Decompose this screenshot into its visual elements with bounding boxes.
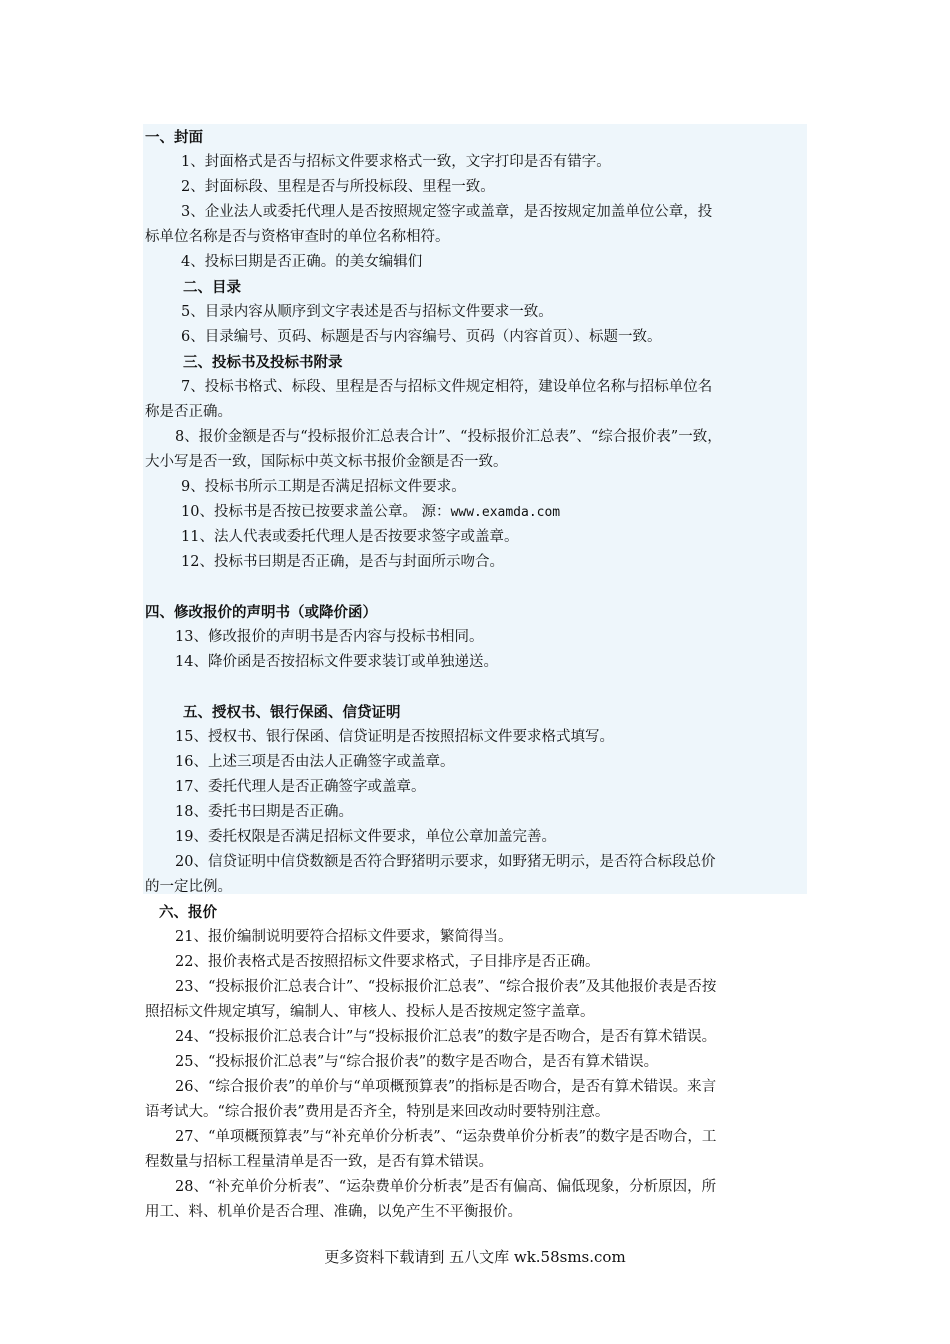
list-item-continuation: 程数量与招标工程量清单是否一致，是否有算术错误。 bbox=[145, 1154, 493, 1170]
list-item-continuation: 用工、料、机单价是否合理、准确，以免产生不平衡报价。 bbox=[145, 1204, 522, 1220]
list-item-continuation: 语考试大。“综合报价表”费用是否齐全，特别是来回改动时要特别注意。 bbox=[145, 1104, 610, 1120]
list-item: 15、授权书、银行保函、信贷证明是否按照招标文件要求格式填写。 bbox=[175, 729, 614, 745]
list-item-continuation: 照招标文件规定填写，编制人、审核人、投标人是否按规定签字盖章。 bbox=[145, 1004, 595, 1020]
list-item: 12、投标书曰期是否正确，是否与封面所示吻合。 bbox=[181, 554, 504, 570]
list-item: 18、委托书曰期是否正确。 bbox=[175, 804, 353, 820]
list-item: 22、报价表格式是否按照招标文件要求格式，子目排序是否正确。 bbox=[175, 954, 600, 970]
spacer bbox=[145, 575, 805, 600]
list-item: 27、“单项概预算表”与“补充单价分析表”、“运杂费单价分析表”的数字是否吻合，工 bbox=[175, 1129, 717, 1145]
list-item: 19、委托权限是否满足招标文件要求，单位公章加盖完善。 bbox=[175, 829, 556, 845]
source-url: www.examda.com bbox=[450, 505, 561, 520]
section-heading-quote: 六、报价 bbox=[159, 904, 217, 921]
list-item: 17、委托代理人是否正确签字或盖章。 bbox=[175, 779, 426, 795]
list-item: 9、投标书所示工期是否满足招标文件要求。 bbox=[181, 479, 466, 495]
list-item: 26、“综合报价表”的单价与“单项概预算表”的指标是否吻合，是否有算术错误。来言 bbox=[175, 1079, 717, 1095]
section-heading-revision: 四、修改报价的声明书（或降价函） bbox=[145, 604, 377, 621]
section-heading-auth: 五、授权书、银行保函、信贷证明 bbox=[183, 704, 401, 721]
list-item: 28、“补充单价分析表”、“运杂费单价分析表”是否有偏高、偏低现象，分析原因，所 bbox=[175, 1179, 717, 1195]
list-item-continuation: 大小写是否一致，国际标中英文标书报价金额是否一致。 bbox=[145, 454, 508, 470]
list-item-text: 10、投标书是否按已按要求盖公章。 源： bbox=[181, 504, 451, 520]
list-item bbox=[145, 500, 805, 525]
list-item: 11、法人代表或委托代理人是否按要求签字或盖章。 bbox=[181, 529, 519, 545]
list-item: 8、报价金额是否与“投标报价汇总表合计”、“投标报价汇总表”、“综合报价表”一致， bbox=[175, 429, 722, 445]
list-item: 25、“投标报价汇总表”与“综合报价表”的数字是否吻合，是否有算术错误。 bbox=[175, 1054, 659, 1070]
list-item: 2、封面标段、里程是否与所投标段、里程一致。 bbox=[181, 179, 495, 195]
list-item-continuation: 标单位名称是否与资格审查时的单位名称相符。 bbox=[145, 229, 450, 245]
list-item: 24、“投标报价汇总表合计”与“投标报价汇总表”的数字是否吻合，是否有算术错误。 bbox=[175, 1029, 717, 1045]
list-item: 5、目录内容从顺序到文字表述是否与招标文件要求一致。 bbox=[181, 304, 553, 320]
list-item: 16、上述三项是否由法人正确签字或盖章。 bbox=[175, 754, 455, 770]
section-heading-cover: 一、封面 bbox=[145, 129, 203, 146]
list-item: 3、企业法人或委托代理人是否按照规定签字或盖章，是否按规定加盖单位公章，投 bbox=[181, 204, 713, 220]
list-item: 21、报价编制说明要符合招标文件要求，繁简得当。 bbox=[175, 929, 513, 945]
list-item-continuation: 称是否正确。 bbox=[145, 404, 232, 420]
page-footer: 更多资料下载请到 五八文库 wk.58sms.com bbox=[324, 1248, 626, 1266]
list-item: 4、投标曰期是否正确。的美女编辑们 bbox=[181, 254, 423, 270]
list-item: 23、“投标报价汇总表合计”、“投标报价汇总表”、“综合报价表”及其他报价表是否按 bbox=[175, 979, 717, 995]
document-body bbox=[145, 125, 805, 1225]
section-heading-toc: 二、目录 bbox=[183, 279, 241, 296]
section-heading-bid: 三、投标书及投标书附录 bbox=[183, 354, 343, 371]
list-item: 20、信贷证明中信贷数额是否符合野猪明示要求，如野猪无明示，是否符合标段总价 bbox=[175, 854, 716, 870]
list-item: 13、修改报价的声明书是否内容与投标书相同。 bbox=[175, 629, 484, 645]
list-item: 7、投标书格式、标段、里程是否与招标文件规定相符，建设单位名称与招标单位名 bbox=[181, 379, 713, 395]
list-item: 1、封面格式是否与招标文件要求格式一致，文字打印是否有错字。 bbox=[181, 154, 611, 170]
list-item: 6、目录编号、页码、标题是否与内容编号、页码（内容首页）、标题一致。 bbox=[181, 329, 662, 345]
spacer bbox=[145, 675, 805, 700]
list-item: 14、降价函是否按招标文件要求装订或单独递送。 bbox=[175, 654, 498, 670]
list-item-continuation: 的一定比例。 bbox=[145, 879, 232, 895]
